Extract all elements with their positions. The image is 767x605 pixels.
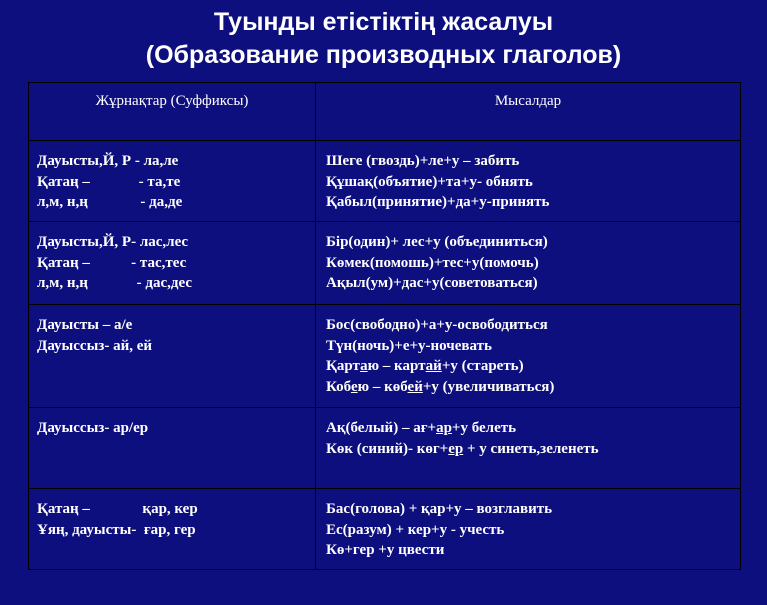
example-line: Шеге (гвоздь)+ле+у – забить — [326, 153, 520, 169]
example-line: Ақыл(ум)+дас+у(советоваться) — [326, 275, 538, 291]
suffix-cell — [29, 222, 316, 305]
example-line: Көмек(помошь)+тес+у(помочь) — [326, 254, 539, 271]
suffix-line: Дауысты,Й, Р- лас,лес — [37, 234, 189, 250]
suffix-line: Дауыссыз- ай, ей — [37, 337, 153, 354]
suffix-cell — [29, 305, 316, 408]
example-line: Бос(свободно)+а+у-освободиться — [326, 317, 548, 333]
table-header-row — [29, 83, 741, 141]
example-cell — [316, 489, 741, 570]
table-row — [29, 141, 741, 222]
example-cell — [316, 222, 741, 305]
example-cell — [316, 305, 741, 408]
suffix-line: л,м, н,ң - да,де — [37, 194, 183, 210]
suffix-cell — [29, 489, 316, 570]
example-line: Ес(разум) + кер+у - учесть — [326, 521, 505, 538]
suffix-line: Ұяң, дауысты- ғар, гер — [37, 521, 196, 538]
table-row — [29, 408, 741, 489]
suffix-line: Қатаң – - тас,тес — [37, 254, 187, 271]
example-line: Кобею – көбей+у (увеличиваться) — [326, 378, 555, 395]
example-line: Қабыл(принятие)+да+у-принять — [326, 194, 550, 210]
example-line: Бас(голова) + қар+у – возглавить — [326, 501, 553, 517]
slide-title-line2: (Образование производных глаголов) — [145, 41, 622, 69]
example-line: Бір(один)+ лес+у (объединиться) — [326, 234, 548, 250]
example-line: Ақ(белый) – ағ+ар+у белеть — [326, 420, 517, 436]
slide-title-line1: Туынды етістіктің жасалуы — [213, 8, 554, 36]
suffix-line: Дауысты,Й, Р - ла,ле — [37, 153, 179, 169]
header-examples: Мысалдар — [316, 83, 741, 141]
suffix-cell — [29, 141, 316, 222]
example-line: Кө+гер +у цвести — [326, 542, 445, 558]
example-line: Көк (синий)- көг+ер + у синеть,зеленеть — [326, 440, 599, 457]
example-line: Құшақ(объятие)+та+у- обнять — [326, 173, 533, 190]
example-cell — [316, 408, 741, 489]
header-suffixes: Жұрнақтар (Суффиксы) — [29, 83, 316, 141]
example-line: Қартаю – картай+у (стареть) — [326, 358, 524, 374]
suffix-line: Дауыссыз- ар/ер — [37, 420, 149, 436]
suffix-line: Қатаң – - та,те — [37, 173, 181, 190]
suffix-line: Дауысты – а/е — [37, 317, 133, 333]
suffix-cell — [29, 408, 316, 489]
table-row — [29, 305, 741, 408]
table-row — [29, 222, 741, 305]
suffix-line: л,м, н,ң - дас,дес — [37, 275, 192, 291]
example-line: Түн(ночь)+е+у-ночевать — [326, 337, 492, 354]
suffix-line: Қатаң – қар, кер — [37, 501, 198, 517]
suffix-table — [28, 82, 741, 570]
table-row — [29, 489, 741, 570]
example-cell — [316, 141, 741, 222]
